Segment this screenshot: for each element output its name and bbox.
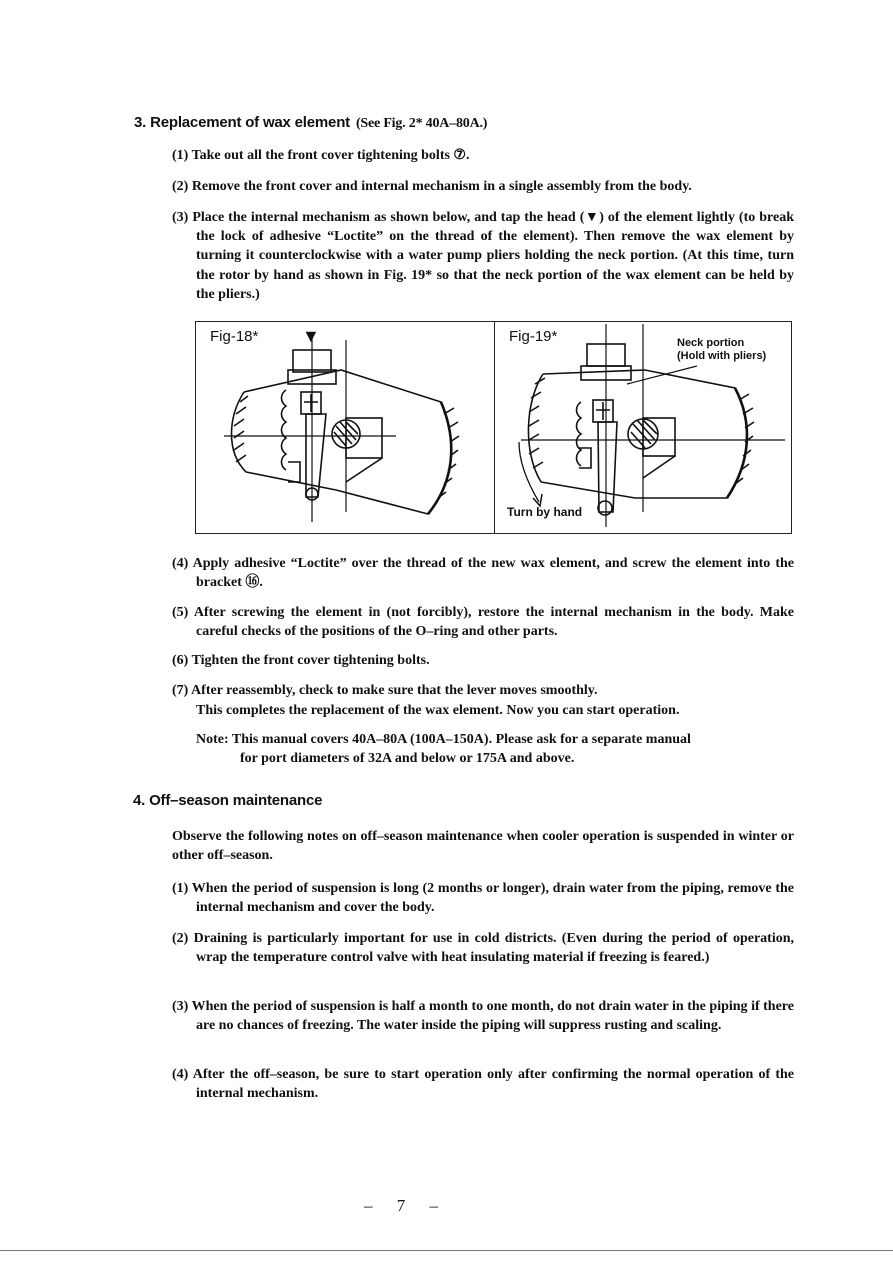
note <box>196 730 794 768</box>
fig-19-label: Fig-19* <box>509 328 558 345</box>
figure-box <box>195 321 792 534</box>
note-continuation: for port diameters of 32A and below or 175A and above. <box>240 751 575 766</box>
step-4-1: (1) When the period of suspension is long (2 months or longer), drain water from the piping, remove the internal mechanism and cover the body. <box>172 881 794 916</box>
note-lead: Note: This manual covers 40A–80A (100A–150A). Please ask for a separate manual <box>196 732 691 747</box>
neck-portion-line-2: (Hold with pliers) <box>677 350 767 362</box>
step-4-3: (3) When the period of suspension is half a month to one month, do not drain water in the piping if there are no chances of freezing. The water inside the piping will suppress rusting and scaling. <box>172 999 794 1034</box>
section-3-title: 3. Replacement of wax element <box>134 114 350 131</box>
fig-19-drawing <box>495 322 793 533</box>
turn-by-hand-label: Turn by hand <box>507 505 583 519</box>
page-number: – 7 – <box>364 1196 448 1215</box>
section-4-intro: Observe the following notes on off–season maintenance when cooler operation is suspended in winter or other off–season. <box>172 829 794 863</box>
step-3-1: (1) Take out all the front cover tightening bolts ⑦. <box>172 148 470 163</box>
neck-portion-line-1: Neck portion <box>677 337 745 349</box>
step-3-4: (4) Apply adhesive “Loctite” over the thread of the new wax element, and screw the element into the bracket ⑯. <box>172 556 794 591</box>
section-3-heading <box>134 114 487 132</box>
tap-marker-icon: ▼ <box>302 326 320 346</box>
footer-rule <box>0 1250 893 1251</box>
fig-18-label: Fig-18* <box>210 328 259 345</box>
completion-text: This completes the replacement of the wax element. Now you can start operation. <box>196 703 680 718</box>
fig-18-drawing <box>196 322 494 533</box>
step-3-6: (6) Tighten the front cover tightening bolts. <box>172 653 430 668</box>
step-3-7: (7) After reassembly, check to make sure that the lever moves smoothly. <box>172 683 598 698</box>
step-3-3: (3) Place the internal mechanism as shown below, and tap the head (▼) of the element lightly (to break the lock of adhesive “Loctite” on the thread of the element). Then remove the wax element by turning it counterclockwise with a water pump pliers holding the neck portion. (At this time, turn the rotor by hand as shown in Fig. 19* so that the neck portion of the wax element can be held by the pliers.) <box>172 210 794 302</box>
step-4-2: (2) Draining is particularly important for use in cold districts. (Even during the period of operation, wrap the temperature control valve with heat insulating material if freezing is feared.) <box>172 931 794 966</box>
step-3-5: (5) After screwing the element in (not forcibly), restore the internal mechanism in the body. Make careful checks of the positions of the O–ring and other parts. <box>172 605 794 640</box>
step-3-2: (2) Remove the front cover and internal mechanism in a single assembly from the body. <box>172 179 692 194</box>
step-4-4: (4) After the off–season, be sure to start operation only after confirming the normal operation of the internal mechanism. <box>172 1067 794 1102</box>
section-4-heading <box>133 792 322 809</box>
section-4-title: 4. Off–season maintenance <box>133 792 323 809</box>
section-3-figure-ref: (See Fig. 2* 40A–80A.) <box>355 116 488 131</box>
